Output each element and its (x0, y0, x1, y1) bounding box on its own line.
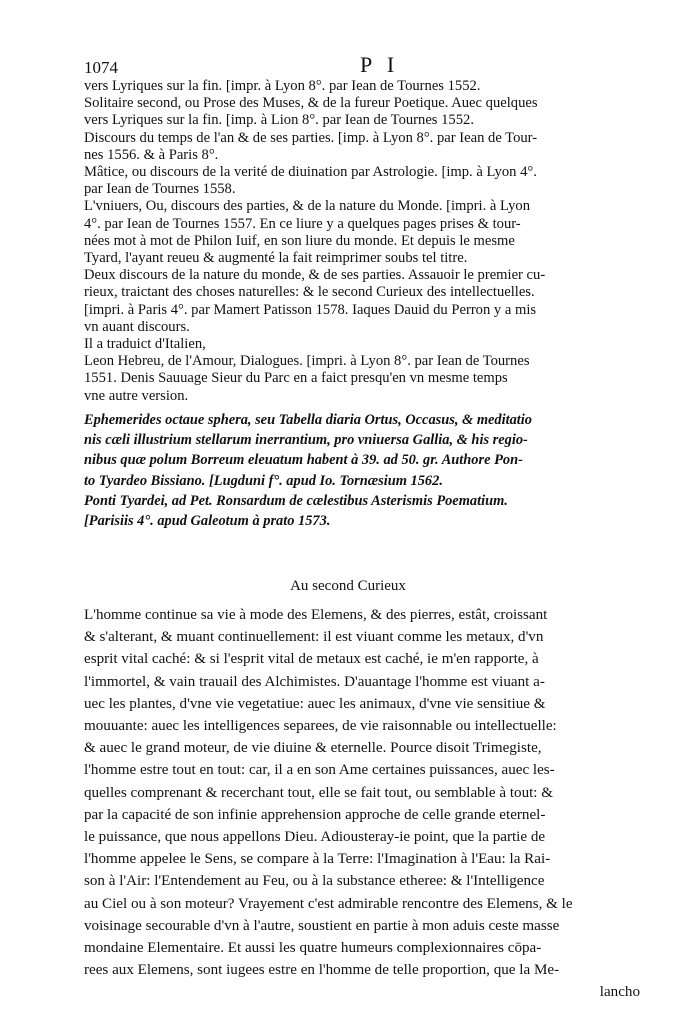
entry-line: Leon Hebreu, de l'Amour, Dialogues. [impri. à Lyon 8°. par Iean de Tournes (84, 353, 530, 370)
entry-line: vn auant discours. (84, 318, 190, 335)
entry-line: vne autre version. (84, 387, 189, 404)
catchword: lancho (599, 984, 640, 1001)
body-line: voisinage secourable d'vn à l'autre, soustient en partie à mon aduis ceste masse (84, 917, 560, 934)
entry-line: nées mot à mot de Philon Iuif, en son liure du monde. Et depuis le mesme (84, 232, 515, 249)
body-line: rees aux Elemens, sont iugees estre en l'homme de telle proportion, que la Me- (84, 962, 560, 979)
entry-line: Mâtice, ou discours de la verité de diuination par Astrologie. [imp. à Lyon 4°. (84, 164, 537, 181)
latin-entries (84, 410, 640, 531)
body-line: mouuante: auec les intelligences separees, de vie raisonnable ou intellectuelle: (84, 718, 557, 735)
entry-line: vers Lyriques sur la fin. [impr. à Lyon 8°. par Iean de Tournes 1552. (84, 78, 481, 94)
body-line: l'homme estre tout en tout: car, il a en son Ame certaines puissances, auec les- (84, 762, 555, 779)
body-line: esprit vital caché: & si l'esprit vital de metaux est caché, ie m'en rapporte, à (84, 651, 539, 668)
running-head: P I (360, 52, 400, 77)
latin-line: Ponti Tyardei, ad Pet. Ronsardum de cælestibus Asterismis Poematium. (84, 492, 508, 509)
entry-line: 1551. Denis Sauuage Sieur du Parc en a faict presqu'en vn mesme temps (84, 370, 508, 387)
bibliography-entries (84, 78, 640, 405)
body-text (84, 604, 640, 1004)
body-line: l'homme appelee le Sens, se compare à la Terre: l'Imagination à l'Eau: la Rai- (84, 851, 551, 868)
body-line: l'immortel, & vain trauail des Alchimistes. D'auantage l'homme est viuant a- (84, 673, 545, 690)
section-heading: Au second Curieux (290, 578, 406, 594)
body-line: par la capacité de son infinie apprehension approche de celle grande eternel- (84, 806, 546, 823)
body-line: le puissance, que nous appellons Dieu. Adiousteray-ie point, que la partie de (84, 829, 546, 846)
entry-line: Solitaire second, ou Prose des Muses, & de la fureur Poetique. Auec quelques (84, 95, 538, 112)
body-line: quelles comprenant & recerchant tout, elle se fait tout, ou semblable à tout: & (84, 784, 554, 801)
latin-line: nis cæli illustrium stellarum inerrantium, pro vniuersa Gallia, & his regio- (84, 432, 528, 449)
entry-line: [impri. à Paris 4°. par Mamert Patisson 1578. Iaques Dauid du Perron y a mis (84, 301, 537, 318)
body-line: mondaine Elementaire. Et aussi les quatre humeurs complexionnaires cōpa- (84, 940, 542, 957)
entry-line: vers Lyriques sur la fin. [imp. à Lion 8°. par Iean de Tournes 1552. (84, 112, 474, 129)
entry-line: Tyard, l'ayant reueu & augmenté la fait reimprimer soubs tel titre. (84, 250, 468, 267)
latin-line: Ephemerides octaue sphera, seu Tabella diaria Ortus, Occasus, & meditatio (84, 412, 532, 428)
page-number: 1074 (84, 58, 118, 77)
entry-line: Deux discours de la nature du monde, & de ses parties. Assauoir le premier cu- (84, 267, 546, 284)
entry-line: L'vniuers, Ou, discours des parties, & de la nature du Monde. [impri. à Lyon (84, 198, 531, 215)
body-line: au Ciel ou à son moteur? Vrayement c'est admirable rencontre des Elemens, & le (84, 895, 573, 912)
latin-line: nibus quæ polum Borreum eleuatum habent à 39. ad 50. gr. Authore Pon- (84, 452, 523, 469)
body-line: L'homme continue sa vie à mode des Elemens, & des pierres, estât, croissant (84, 607, 548, 623)
entry-line: 4°. par Iean de Tournes 1557. En ce liure y a quelques pages prises & tour- (84, 215, 521, 232)
latin-line: to Tyardeo Bissiano. [Lugduni f°. apud Io. Tornæsium 1562. (84, 472, 443, 489)
latin-line: [Parisiis 4°. apud Galeotum à prato 1573. (84, 513, 331, 530)
entry-line: Il a traduict d'Italien, (84, 336, 206, 353)
body-line: & s'alterant, & muant continuellement: il est viuant comme les metaux, d'vn (84, 629, 544, 646)
entry-line: Discours du temps de l'an & de ses parties. [imp. à Lyon 8°. par Iean de Tour- (84, 129, 538, 146)
body-line: & auec le grand moteur, de vie diuine & eternelle. Pource disoit Trimegiste, (84, 740, 542, 757)
body-line: son à l'Air: l'Entendement au Feu, ou à la substance etheree: & l'Intelligence (84, 873, 545, 890)
entry-line: par Iean de Tournes 1558. (84, 181, 236, 198)
entry-line: rieux, traictant des choses naturelles: & le second Curieux des intellectuelles. (84, 284, 535, 301)
body-line: uec les plantes, d'vne vie vegetatiue: auec les animaux, d'vne vie sensitiue & (84, 695, 546, 712)
entry-line: nes 1556. & à Paris 8°. (84, 146, 219, 163)
